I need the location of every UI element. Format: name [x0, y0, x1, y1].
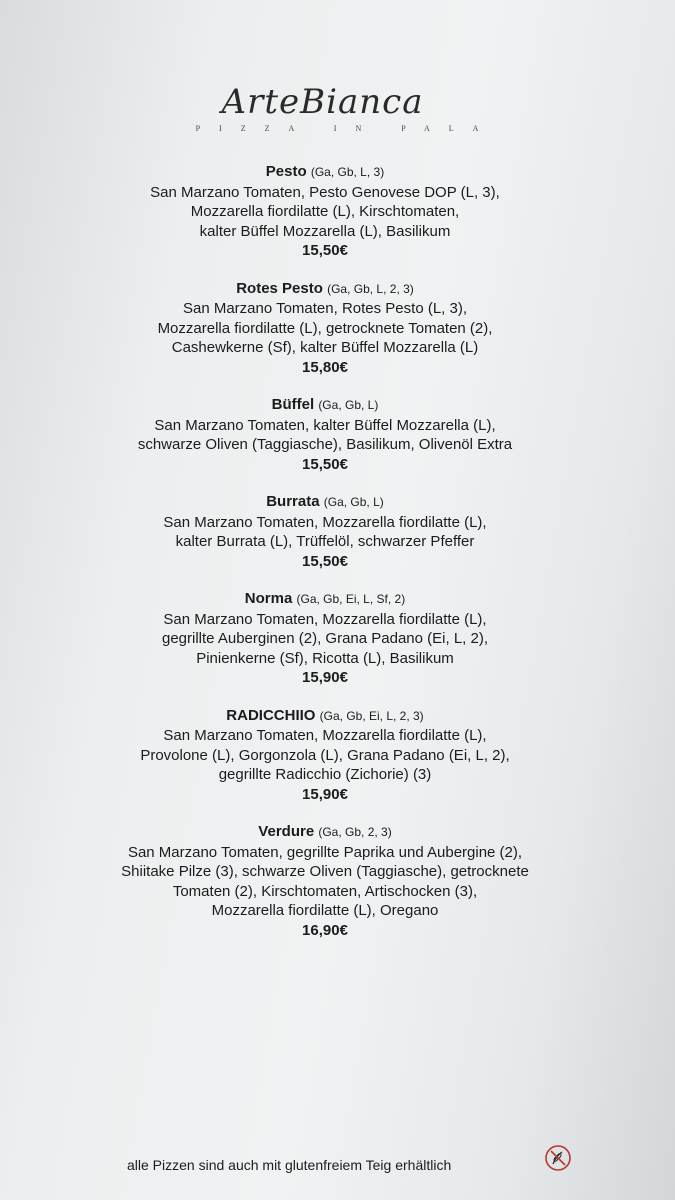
item-description-line: San Marzano Tomaten, Pesto Genovese DOP (L, 3),: [150, 183, 500, 201]
item-allergens: (Ga, Gb, L, 3): [310, 165, 385, 179]
item-name: Pesto: [265, 163, 307, 180]
menu-item: [0, 822, 650, 940]
item-description-line: Pinienkerne (Sf), Ricotta (L), Basilikum: [196, 649, 454, 667]
item-description-line: kalter Büffel Mozzarella (L), Basilikum: [199, 222, 451, 240]
item-description-line: gegrillte Auberginen (2), Grana Padano (Ei, L, 2),: [161, 630, 489, 647]
menu-item: [0, 589, 650, 688]
item-name: Verdure: [258, 823, 315, 840]
item-description-line: San Marzano Tomaten, Mozzarella fiordilatte (L),: [163, 727, 487, 744]
item-title-line: [0, 162, 650, 183]
item-title-line: [0, 589, 650, 610]
item-title-line: [0, 492, 650, 513]
menu-item: [0, 706, 650, 805]
item-description-line: San Marzano Tomaten, Mozzarella fiordilatte (L),: [163, 513, 487, 531]
item-price: 16,90€: [302, 921, 348, 939]
item-allergens: (Ga, Gb, 2, 3): [318, 825, 392, 839]
item-description-line: Mozzarella fiordilatte (L), Kirschtomaten,: [190, 203, 460, 220]
item-allergens: (Ga, Gb, Ei, L, 2, 3): [319, 708, 424, 723]
item-allergens: (Ga, Gb, Ei, L, Sf, 2): [296, 592, 406, 606]
menu-item: [0, 162, 650, 261]
item-allergens: (Ga, Gb, L): [318, 398, 379, 412]
item-price: 15,90€: [302, 785, 348, 803]
logo: [0, 82, 645, 133]
item-description-line: Cashewkerne (Sf), kalter Büffel Mozzarella (L): [171, 339, 479, 356]
item-description-line: Mozzarella fiordilatte (L), Oregano: [211, 902, 439, 919]
item-description-line: schwarze Oliven (Taggiasche), Basilikum, Olivenöl Extra: [137, 436, 513, 453]
item-title-line: [0, 279, 650, 300]
gluten-free-note: alle Pizzen sind auch mit glutenfreiem Teig erhältlich: [127, 1157, 452, 1173]
item-description-line: Mozzarella fiordilatte (L), getrocknete Tomaten (2),: [157, 319, 493, 337]
logo-name: ArteBianca: [221, 82, 424, 122]
menu-item: [0, 395, 650, 474]
item-price: 15,50€: [302, 242, 348, 259]
gluten-free-icon: [544, 1144, 572, 1172]
item-description-line: gegrillte Radicchio (Zichorie) (3): [218, 766, 432, 783]
item-title-line: [0, 395, 650, 416]
item-name: Burrata: [266, 493, 320, 510]
menu-item: [0, 279, 650, 378]
item-description-line: San Marzano Tomaten, Mozzarella fiordilatte (L),: [163, 610, 487, 628]
item-description-line: kalter Burrata (L), Trüffelöl, schwarzer Pfeffer: [175, 533, 475, 550]
item-description-line: San Marzano Tomaten, kalter Büffel Mozzarella (L),: [154, 416, 496, 434]
item-description-line: San Marzano Tomaten, Rotes Pesto (L, 3),: [182, 300, 468, 317]
menu-item: [0, 492, 650, 571]
item-description-line: San Marzano Tomaten, gegrillte Paprika und Aubergine (2),: [127, 843, 523, 861]
item-allergens: (Ga, Gb, L): [323, 495, 384, 509]
item-name: Büffel: [271, 396, 315, 413]
item-allergens: (Ga, Gb, L, 2, 3): [327, 281, 414, 296]
item-price: 15,50€: [302, 455, 348, 473]
logo-subtitle: PIZZA IN PALA: [195, 124, 498, 133]
item-price: 15,90€: [302, 669, 348, 686]
item-title-line: [0, 822, 650, 843]
item-price: 15,80€: [302, 358, 348, 376]
item-description-line: Provolone (L), Gorgonzola (L), Grana Padano (Ei, L, 2),: [140, 746, 510, 764]
item-description-line: Tomaten (2), Kirschtomaten, Artischocken (3),: [172, 882, 478, 900]
item-name: Norma: [244, 590, 293, 607]
item-title-line: [0, 706, 650, 727]
item-name: RADICCHIIO: [226, 706, 316, 724]
item-price: 15,50€: [302, 552, 348, 570]
menu-list: [0, 162, 650, 958]
item-description-line: Shiitake Pilze (3), schwarze Oliven (Taggiasche), getrocknete: [121, 863, 529, 880]
item-name: Rotes Pesto: [236, 279, 323, 297]
